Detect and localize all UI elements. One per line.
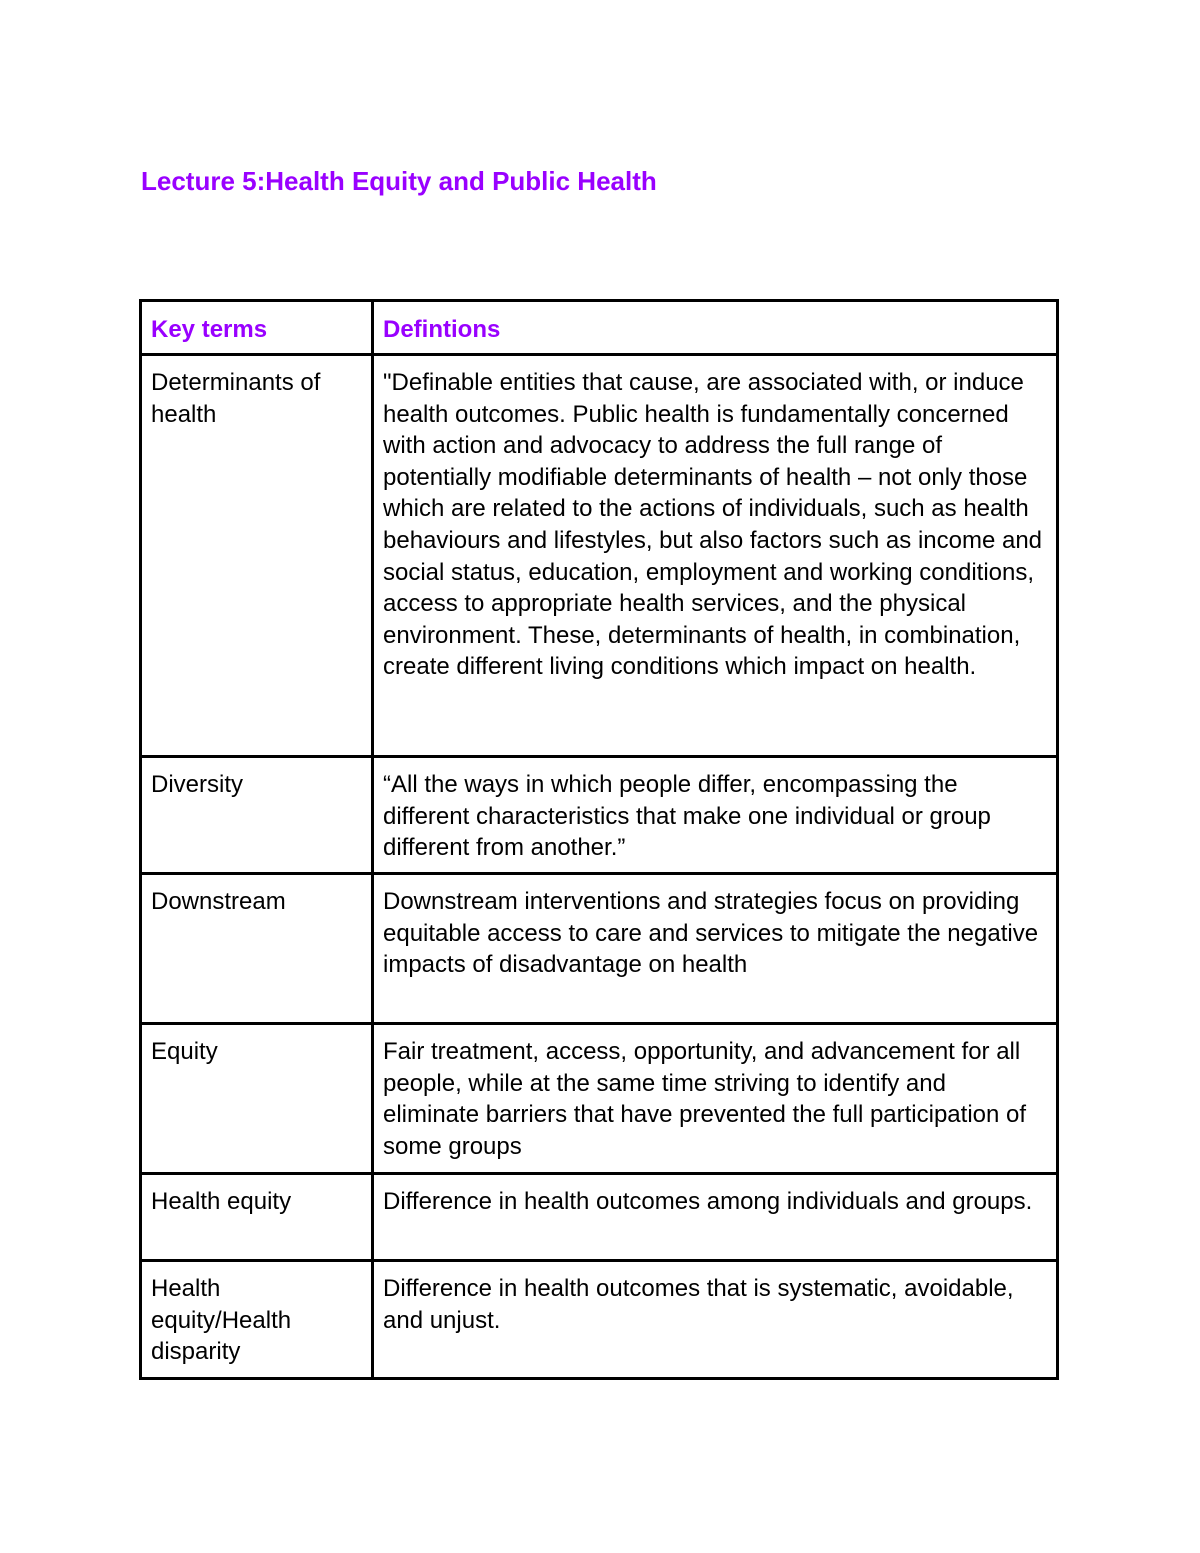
definition-cell: Downstream interventions and strategies focus on providing equitable access to care and services to mitigate the negative impacts of disadvantage on health: [373, 874, 1058, 1024]
term-cell: Health equity/Health disparity: [141, 1261, 373, 1379]
term-cell: Equity: [141, 1024, 373, 1174]
term-cell: Determinants of health: [141, 355, 373, 757]
column-header-definitions: Defintions: [373, 301, 1058, 355]
definition-cell: Difference in health outcomes that is systematic, avoidable, and unjust.: [373, 1261, 1058, 1379]
definition-cell: "Definable entities that cause, are associated with, or induce health outcomes. Public health is fundamentally concerned with action and advocacy to address the full range of potentially modifiable determinants of health – not only those which are related to the actions of individuals, such as health behaviours and lifestyles, but also factors such as income and social status, education, employment and working conditions, access to appropriate health services, and the physical environment. These, determinants of health, in combination, create different living conditions which impact on health.: [373, 355, 1058, 757]
table-row: [141, 1261, 1058, 1379]
table-row: [141, 355, 1058, 757]
page-title: Lecture 5:Health Equity and Public Health: [141, 166, 657, 196]
table-row: [141, 1174, 1058, 1261]
definition-cell: Fair treatment, access, opportunity, and advancement for all people, while at the same time striving to identify and eliminate barriers that have prevented the full participation of some groups: [373, 1024, 1058, 1174]
table-header-row: [141, 301, 1058, 355]
term-cell: Diversity: [141, 757, 373, 874]
definition-cell: “All the ways in which people differ, encompassing the different characteristics that make one individual or group different from another.”: [373, 757, 1058, 874]
column-header-key-terms: Key terms: [141, 301, 373, 355]
key-terms-table: [139, 299, 1059, 1380]
term-cell: Health equity: [141, 1174, 373, 1261]
table-row: [141, 874, 1058, 1024]
table-row: [141, 1024, 1058, 1174]
term-cell: Downstream: [141, 874, 373, 1024]
definition-cell: Difference in health outcomes among individuals and groups.: [373, 1174, 1058, 1261]
table-row: [141, 757, 1058, 874]
